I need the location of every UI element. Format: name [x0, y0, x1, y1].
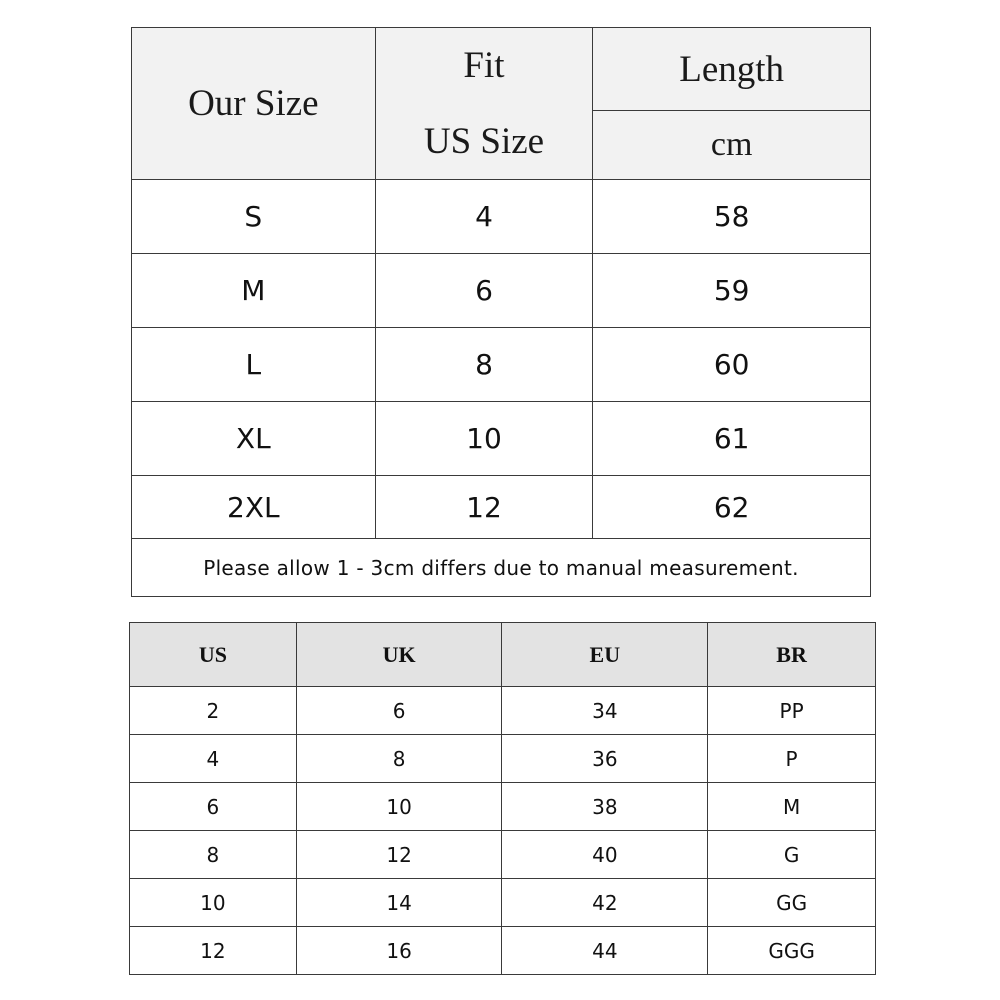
our-size-cell: L — [132, 328, 376, 402]
us-size-cell: 6 — [375, 254, 593, 328]
header-fit-us-size — [375, 28, 593, 180]
our-size-cell: M — [132, 254, 376, 328]
length-cell: 58 — [593, 180, 871, 254]
uk-cell: 8 — [296, 735, 502, 783]
eu-cell: 34 — [502, 687, 708, 735]
length-cell: 61 — [593, 402, 871, 476]
length-cell: 62 — [593, 476, 871, 539]
eu-cell: 36 — [502, 735, 708, 783]
header-uk: UK — [296, 623, 502, 687]
header-br: BR — [708, 623, 876, 687]
header-us: US — [130, 623, 297, 687]
our-size-cell: XL — [132, 402, 376, 476]
header-unit-cm: cm — [593, 111, 871, 180]
uk-cell: 10 — [296, 783, 502, 831]
us-size-cell: 12 — [375, 476, 593, 539]
br-cell: GGG — [708, 927, 876, 975]
measurement-note: Please allow 1 - 3cm differs due to manual measurement. — [132, 539, 871, 597]
header-us-size-label: US Size — [423, 120, 545, 162]
header-eu: EU — [502, 623, 708, 687]
us-size-cell: 4 — [375, 180, 593, 254]
eu-cell: 42 — [502, 879, 708, 927]
our-size-cell: 2XL — [132, 476, 376, 539]
us-cell: 12 — [130, 927, 297, 975]
us-cell: 4 — [130, 735, 297, 783]
br-cell: M — [708, 783, 876, 831]
table-row — [130, 735, 876, 783]
uk-cell: 14 — [296, 879, 502, 927]
us-size-cell: 10 — [375, 402, 593, 476]
header-length: Length — [593, 28, 871, 111]
table-row — [132, 328, 871, 402]
us-cell: 6 — [130, 783, 297, 831]
size-conversion-table — [129, 622, 876, 975]
uk-cell: 6 — [296, 687, 502, 735]
table-row — [132, 402, 871, 476]
us-size-cell: 8 — [375, 328, 593, 402]
header-our-size: Our Size — [132, 28, 376, 180]
table-row — [132, 476, 871, 539]
us-cell: 10 — [130, 879, 297, 927]
eu-cell: 38 — [502, 783, 708, 831]
table-row — [130, 879, 876, 927]
size-chart-table — [131, 27, 871, 597]
header-fit-label: Fit — [463, 44, 505, 86]
table-row — [130, 831, 876, 879]
length-cell: 60 — [593, 328, 871, 402]
br-cell: P — [708, 735, 876, 783]
our-size-cell: S — [132, 180, 376, 254]
br-cell: PP — [708, 687, 876, 735]
table-row — [132, 254, 871, 328]
table-row — [132, 180, 871, 254]
br-cell: GG — [708, 879, 876, 927]
eu-cell: 40 — [502, 831, 708, 879]
uk-cell: 16 — [296, 927, 502, 975]
us-cell: 2 — [130, 687, 297, 735]
table-row — [130, 927, 876, 975]
eu-cell: 44 — [502, 927, 708, 975]
br-cell: G — [708, 831, 876, 879]
us-cell: 8 — [130, 831, 297, 879]
length-cell: 59 — [593, 254, 871, 328]
table-row — [130, 783, 876, 831]
uk-cell: 12 — [296, 831, 502, 879]
table-row — [130, 687, 876, 735]
